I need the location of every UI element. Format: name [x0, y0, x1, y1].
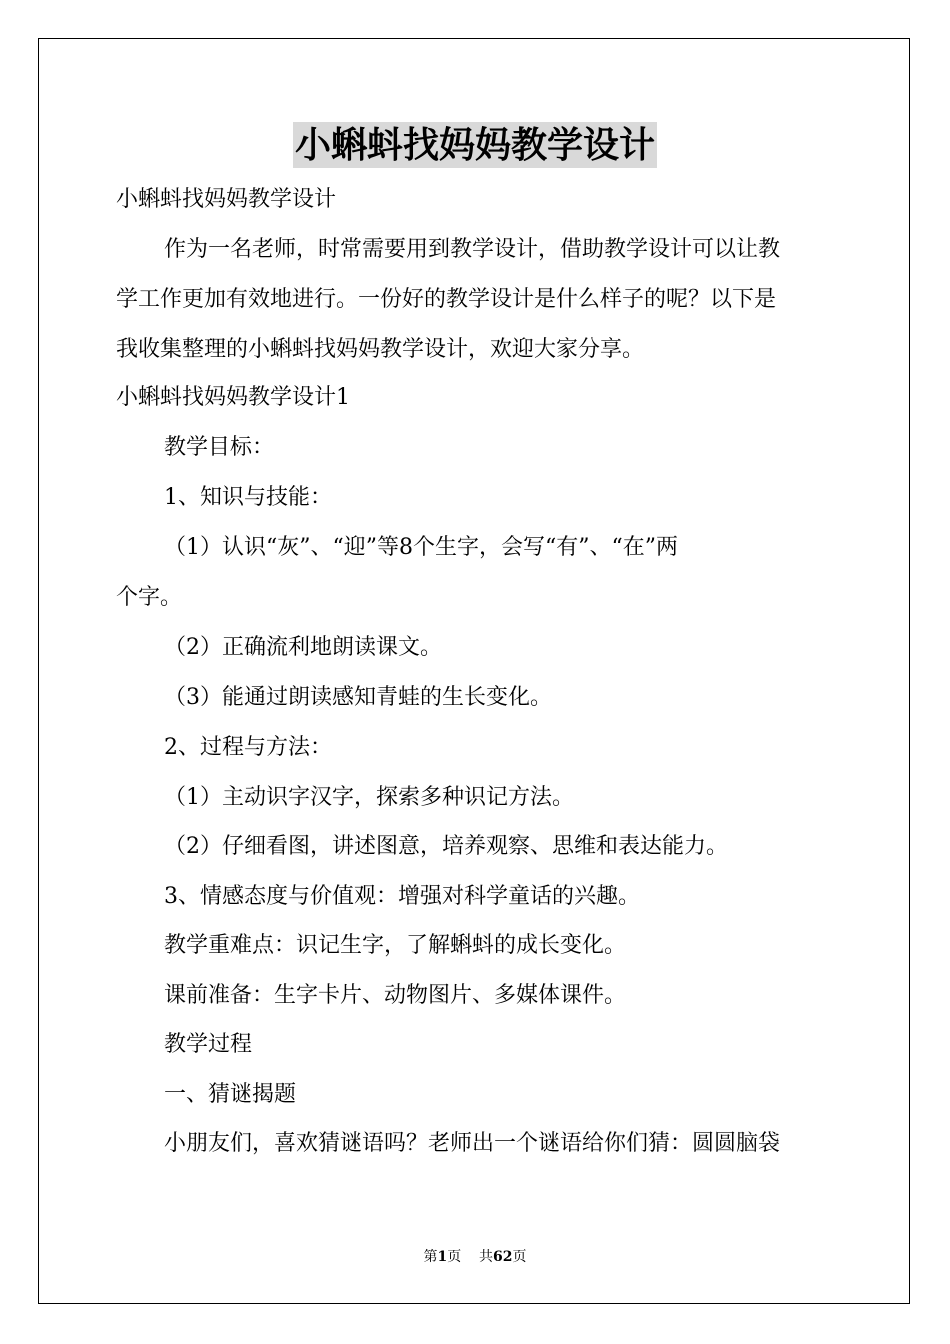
footer-total-prefix: 共 [479, 1249, 494, 1265]
page-footer [0, 1248, 950, 1266]
paragraph-line: （1）认识“灰”、“迎”等8个生字，会写“有”、“在”两 [164, 535, 678, 560]
paragraph-line: 学工作更加有效地进行。一份好的教学设计是什么样子的呢？以下是 [116, 287, 777, 312]
paragraph-line: （3）能通过朗读感知青蛙的生长变化。 [164, 685, 552, 710]
footer-page-prefix: 第 [423, 1249, 438, 1265]
footer-total-suffix: 页 [512, 1249, 527, 1265]
footer-total-pages: 62 [493, 1249, 513, 1265]
paragraph-line: 个字。 [116, 585, 183, 610]
paragraph-line: （2）仔细看图，讲述图意，培养观察、思维和表达能力。 [164, 834, 728, 859]
document-title: 小蝌蚪找妈妈教学设计 [294, 124, 655, 166]
paragraph-line: 课前准备：生字卡片、动物图片、多媒体课件。 [164, 983, 627, 1008]
paragraph-line: 教学重难点：识记生字，了解蝌蚪的成长变化。 [164, 933, 627, 958]
paragraph-line: 教学过程 [164, 1032, 253, 1057]
paragraph-line: 教学目标： [164, 435, 275, 460]
subtitle-line: 小蝌蚪找妈妈教学设计 [116, 187, 337, 212]
paragraph-line: 作为一名老师，时常需要用到教学设计，借助教学设计可以让教 [164, 237, 781, 262]
page-border [38, 38, 910, 1304]
paragraph-line: 小朋友们，喜欢猜谜语吗？老师出一个谜语给你们猜：圆圆脑袋 [164, 1131, 781, 1156]
footer-page-number: 1 [437, 1249, 448, 1265]
section-heading: 小蝌蚪找妈妈教学设计1 [116, 385, 350, 410]
paragraph-line: 2、过程与方法： [164, 735, 332, 760]
paragraph-line: 我收集整理的小蝌蚪找妈妈教学设计，欢迎大家分享。 [116, 337, 645, 362]
paragraph-line: 一、猜谜揭题 [164, 1082, 297, 1107]
title-container [0, 122, 950, 168]
paragraph-line: （2）正确流利地朗读课文。 [164, 635, 442, 660]
paragraph-line: （1）主动识字汉字，探索多种识记方法。 [164, 785, 574, 810]
paragraph-line: 1、知识与技能： [164, 485, 332, 510]
footer-page-suffix: 页 [447, 1249, 462, 1265]
paragraph-line: 3、情感态度与价值观：增强对科学童话的兴趣。 [164, 884, 640, 909]
